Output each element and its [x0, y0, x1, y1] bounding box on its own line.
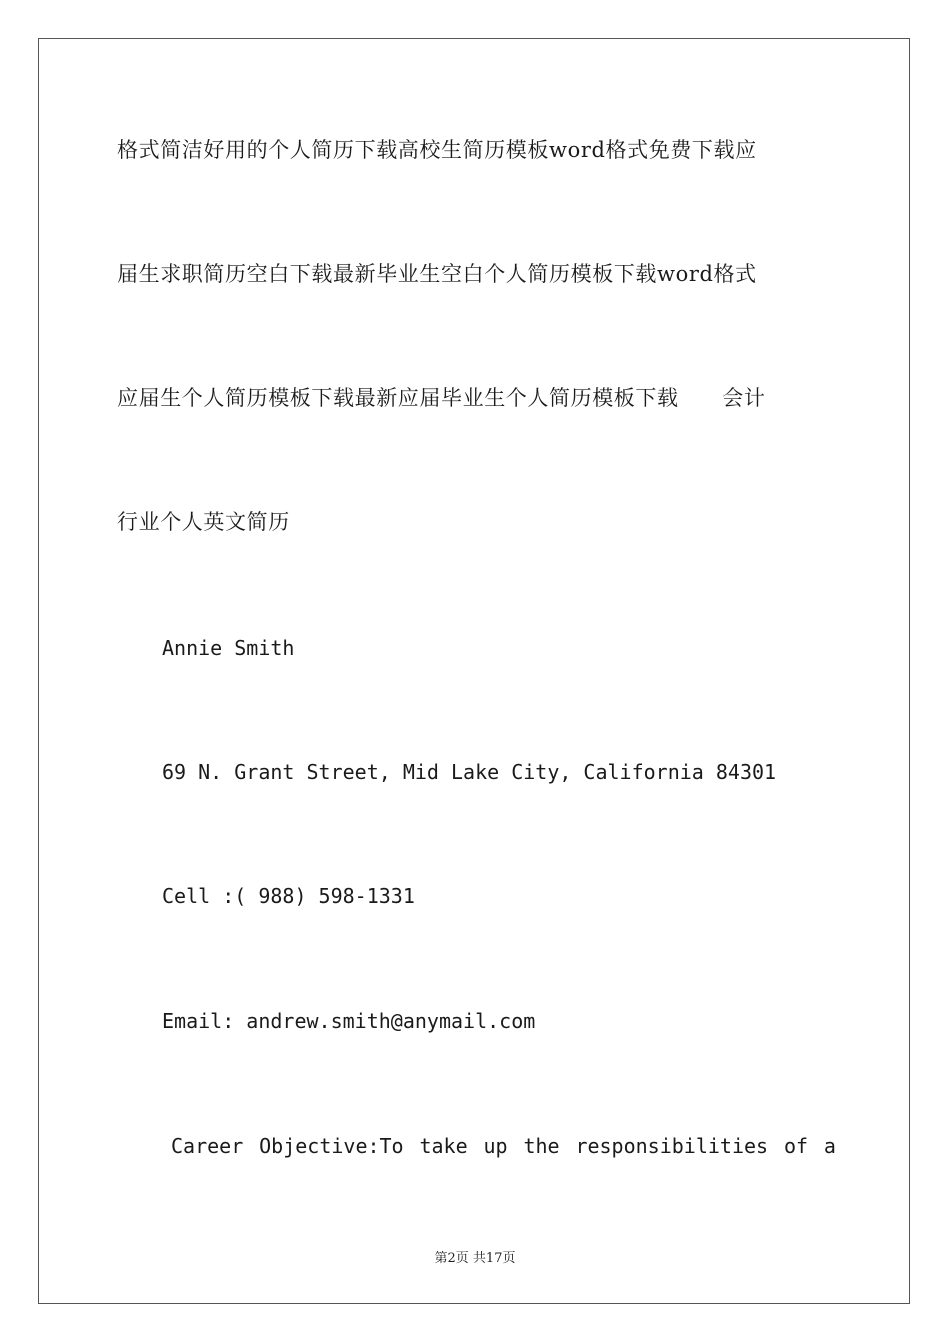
objective-word: up [483, 1134, 508, 1158]
page-number-footer: 第2页 共17页 [434, 1251, 516, 1266]
resume-email: Email: andrew.smith@anymail.com [162, 1009, 536, 1033]
objective-word: the [523, 1134, 560, 1158]
objective-word: Career [171, 1134, 244, 1158]
objective-word: take [419, 1134, 468, 1158]
body-line-3: 应届生个人简历模板下载最新应届毕业生个人简历模板下载 会计 [117, 386, 766, 410]
page-border [38, 38, 910, 1304]
objective-word: responsibilities [575, 1134, 769, 1158]
body-line-4: 行业个人英文简历 [117, 510, 290, 534]
resume-address: 69 N. Grant Street, Mid Lake City, California 84301 [162, 760, 777, 784]
resume-cell: Cell :( 988) 598-1331 [162, 884, 415, 908]
objective-word: Objective:To [259, 1134, 404, 1158]
resume-name: Annie Smith [162, 636, 295, 660]
objective-word: of [783, 1134, 809, 1158]
body-line-2: 届生求职简历空白下载最新毕业生空白个人简历模板下载word格式 [117, 262, 757, 286]
career-objective-line [171, 1132, 836, 1160]
body-line-1: 格式简洁好用的个人简历下载高校生简历模板word格式免费下载应 [117, 138, 757, 162]
objective-word: a [823, 1134, 836, 1158]
